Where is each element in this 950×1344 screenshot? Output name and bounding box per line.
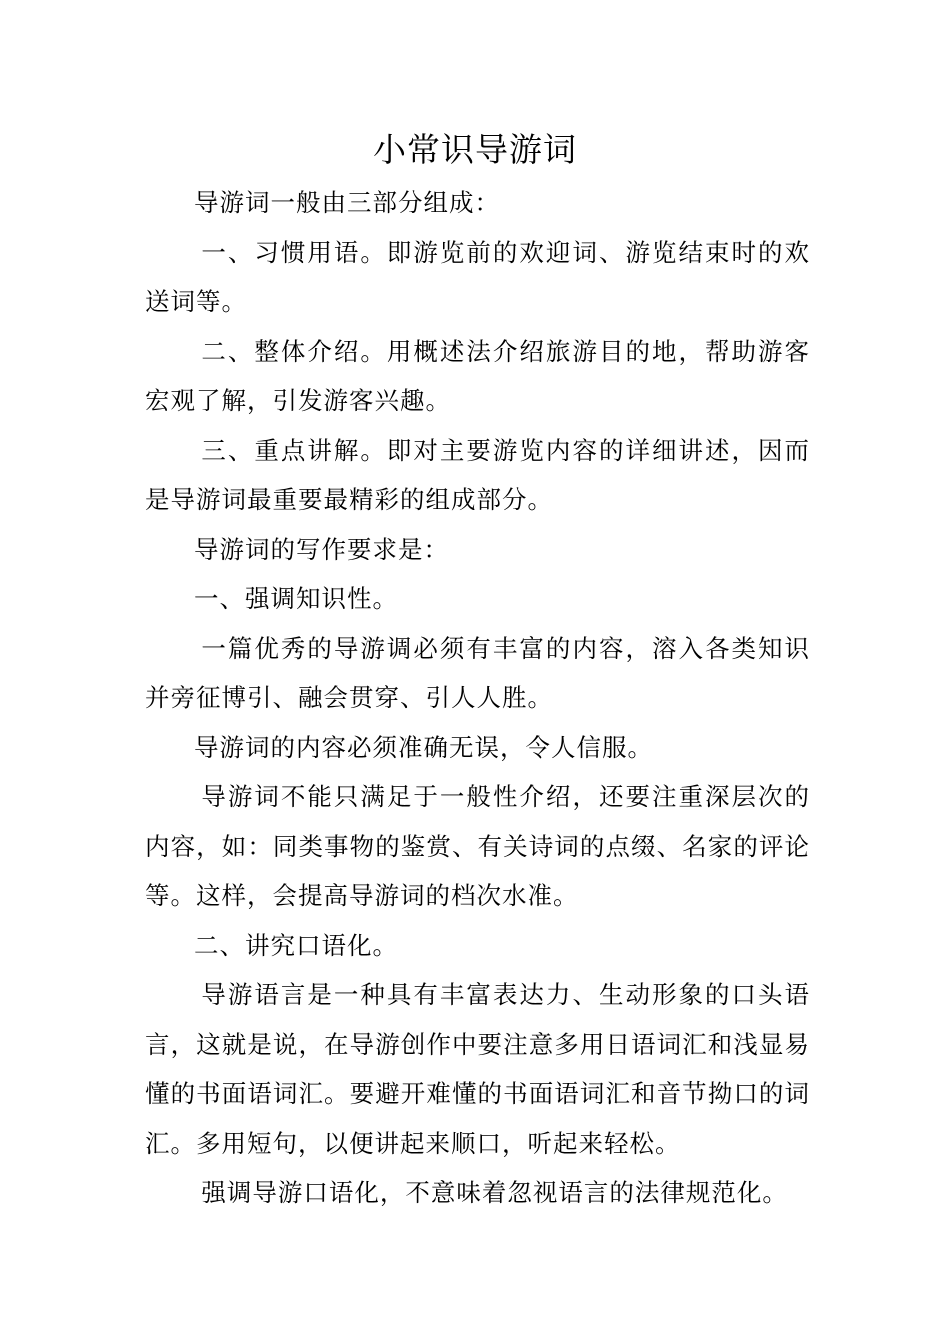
document-body — [145, 178, 810, 1218]
paragraph-accuracy: 导游词的内容必须准确无误，令人信服。 — [194, 732, 653, 762]
paragraph-key-explanation: 三、重点讲解。即对主要游览内容的详细讲述，因而是导游词最重要最精彩的组成部分。 — [145, 435, 810, 514]
paragraph-knowledge-content: 一篇优秀的导游调必须有丰富的内容，溶入各类知识并旁征博引、融会贯穿、引人人胜。 — [145, 633, 810, 712]
paragraph-depth: 导游词不能只满足于一般性介绍，还要注重深层次的内容，如：同类事物的鉴赏、有关诗词的点缀、名家的评论等。这样，会提高导游词的档次水准。 — [145, 782, 810, 910]
paragraph-colloquial-content: 导游语言是一种具有丰富表达力、生动形象的口头语言，这就是说，在导游创作中要注意多用日语词汇和浅显易懂的书面语词汇。要避开难懂的书面语词汇和音节拗口的词汇。多用短句，以便讲起来顺口，听起来轻松。 — [145, 980, 810, 1158]
paragraph-customary-phrases: 一、习惯用语。即游览前的欢迎词、游览结束时的欢送词等。 — [145, 237, 810, 316]
paragraph-writing-requirements: 导游词的写作要求是： — [194, 534, 449, 564]
paragraph-knowledge-heading: 一、强调知识性。 — [194, 584, 398, 613]
paragraph-intro: 导游词一般由三部分组成： — [194, 188, 500, 217]
document-title: 小常识导游词 — [373, 130, 577, 169]
paragraph-overall-introduction: 二、整体介绍。用概述法介绍旅游目的地，帮助游客宏观了解，引发游客兴趣。 — [145, 336, 810, 415]
paragraph-standardization: 强调导游口语化，不意味着忽视语言的法律规范化。 — [201, 1178, 788, 1207]
paragraph-colloquial-heading: 二、讲究口语化。 — [194, 930, 398, 960]
